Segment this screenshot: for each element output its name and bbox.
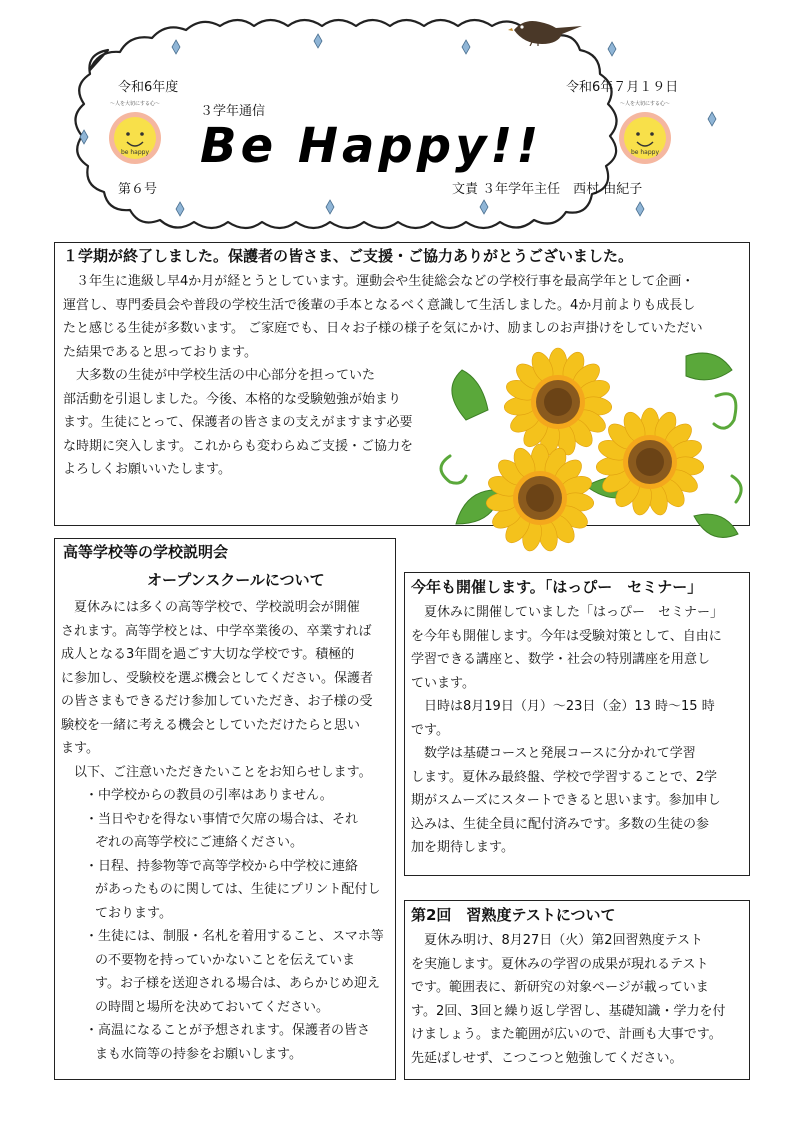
- sun-logo-right: [614, 98, 676, 168]
- body-line: 期がスムーズにスタートできると思います。参加申し: [411, 793, 721, 808]
- proficiency-test-body: [411, 929, 747, 1070]
- sun-face-icon: [614, 98, 676, 168]
- body-line: 日時は8月19日（月）～23日（金）13 時～15 時: [424, 699, 715, 714]
- body-line: ています。: [411, 675, 475, 691]
- bullet-item-cont: があったものに関しては、生徒にプリント配付し: [95, 882, 381, 897]
- body-line: 加を期待します。: [411, 840, 514, 855]
- body-line: 先延ばしせず、こつこつと勉強してください。: [411, 1050, 683, 1066]
- open-school-heading-1: 高等学校等の学校説明会: [63, 543, 229, 561]
- body-line: 数学は基礎コースと発展コースに分かれて学習: [424, 746, 696, 761]
- open-school-heading-2: オープンスクールについて: [147, 571, 325, 589]
- body-line: を今年も開催します。今年は受験対策として、自由に: [411, 628, 722, 644]
- happy-seminar-body: [411, 601, 747, 860]
- fiscal-year: 令和6年度: [118, 80, 179, 95]
- bird-illustration: [508, 16, 584, 46]
- body-line: 込みは、生徒全員に配付済みです。多数の生徒の参: [411, 816, 709, 832]
- body-line: 学習できる講座と、数学・社会の特別講座を用意し: [411, 652, 711, 667]
- bullet-item-cont: の不要物を持っていかないことを伝えていま: [95, 952, 356, 968]
- logo-text-left: be happy: [120, 149, 150, 156]
- body-line: 運営し、専門委員会や普段の学校生活で後輩の手本となるべく意識して生活しました。4か月前よりも成長し: [63, 297, 696, 313]
- body-line: に参加し、受験校を選ぶ機会としてください。保護者: [61, 670, 374, 686]
- bullet-item-cont: ぞれの高等学校にご連絡ください。: [95, 835, 304, 850]
- body-line: ３年生に進級し早4か月が経とうとしています。運動会や生徒総会などの学校行事を最高学年として企画・: [76, 274, 695, 289]
- body-line: す。2回、3回と繰り返し学習し、基礎知識・学力を付: [411, 1003, 726, 1019]
- happy-seminar-heading: 今年も開催します。「はっぴー セミナー」: [411, 578, 703, 596]
- body-line: た結果であると思っております。: [63, 344, 257, 360]
- body-line: 夏休みには多くの高等学校で、学校説明会が開催: [74, 600, 360, 615]
- section-term-end-heading: １学期が終了しました。保護者の皆さま、ご支援・ご協力ありがとうございました。: [63, 247, 634, 265]
- sun-face-icon: [104, 98, 166, 168]
- newsletter-title: Be Happy!!: [200, 118, 543, 174]
- logo-caption-left: ～人を大切にする心～: [109, 101, 160, 107]
- section-open-school: [54, 538, 396, 1080]
- issue-number: 第６号: [118, 182, 158, 197]
- body-line: です。: [411, 722, 449, 738]
- notice-line: 以下、ご注意いただきたいことをお知らせします。: [74, 764, 372, 780]
- bullet-item: ・日程、持参物等で高等学校から中学校に連絡: [85, 858, 359, 874]
- section-happy-seminar: [404, 572, 750, 876]
- body-line: けましょう。また範囲が広いので、計画も大事です。: [411, 1027, 722, 1042]
- logo-caption-right: ～人を大切にする心～: [619, 101, 670, 107]
- author-credit: 文責 ３年学年主任 西村 由紀子: [452, 182, 643, 197]
- body-line: ます。生徒にとって、保護者の皆さまの支えがますます必要: [63, 415, 413, 430]
- sun-logo-left: [104, 98, 166, 168]
- bullet-item: ・中学校からの教員の引率はありません。: [85, 788, 333, 803]
- body-line: たと感じる生徒が多数います。 ご家庭でも、日々お子様の様子を気にかけ、励ましのお声掛けをしていただい: [63, 321, 703, 336]
- body-line: 験校を一緒に考える機会としていただけたらと思い: [61, 717, 361, 733]
- body-line: されます。高等学校とは、中学卒業後の、卒業すれば: [61, 623, 372, 639]
- section-proficiency-test: [404, 900, 750, 1080]
- series-name: ３学年通信: [200, 104, 266, 119]
- logo-text-right: be happy: [630, 149, 660, 156]
- issue-date: 令和6年７月１９日: [566, 80, 679, 95]
- body-line: よろしくお願いいたします。: [63, 462, 231, 477]
- bullet-item-cont: す。お子様を送迎される場合は、あらかじめ迎え: [95, 976, 380, 991]
- body-line: です。範囲表に、新研究の対象ページが載っていま: [411, 980, 709, 995]
- body-line: 夏休み明け、8月27日（火）第2回習熟度テスト: [424, 933, 704, 948]
- body-line: します。夏休み最終盤、学校で学習することで、2学: [411, 769, 717, 785]
- sunflower-illustration: [436, 336, 750, 558]
- notice-bullet-list: [61, 784, 393, 1066]
- bullet-item: ・高温になることが予想されます。保護者の皆さ: [85, 1023, 370, 1038]
- body-line: 夏休みに開催していました「はっぴー セミナー」: [424, 605, 724, 620]
- body-line: 大多数の生徒が中学校生活の中心部分を担っていた: [76, 368, 376, 383]
- bullet-item-cont: まも水筒等の持参をお願いします。: [95, 1046, 302, 1062]
- body-line: 部活動を引退しました。今後、本格的な受験勉強が始まり: [63, 391, 402, 407]
- open-school-body: [61, 596, 393, 1066]
- bullet-item-cont: の時間と場所を決めておいてください。: [95, 999, 330, 1015]
- proficiency-test-heading: 第2回 習熟度テストについて: [411, 906, 616, 924]
- body-line: 成人となる3年間を過ごす大切な学校です。積極的: [61, 647, 355, 662]
- bullet-item-cont: ております。: [95, 905, 172, 921]
- body-line: の皆さまもできるだけ参加していただき、お子様の受: [61, 694, 373, 709]
- body-line: ます。: [61, 741, 99, 756]
- body-line: な時期に突入します。これからも変わらぬご支援・ご協力を: [63, 438, 413, 454]
- bullet-item: ・当日やむを得ない事情で欠席の場合は、それ: [85, 811, 359, 827]
- bullet-item: ・生徒には、制服・名札を着用すること、スマホ等: [85, 929, 384, 944]
- body-line: を実施します。夏休みの学習の成果が現れるテスト: [411, 956, 709, 972]
